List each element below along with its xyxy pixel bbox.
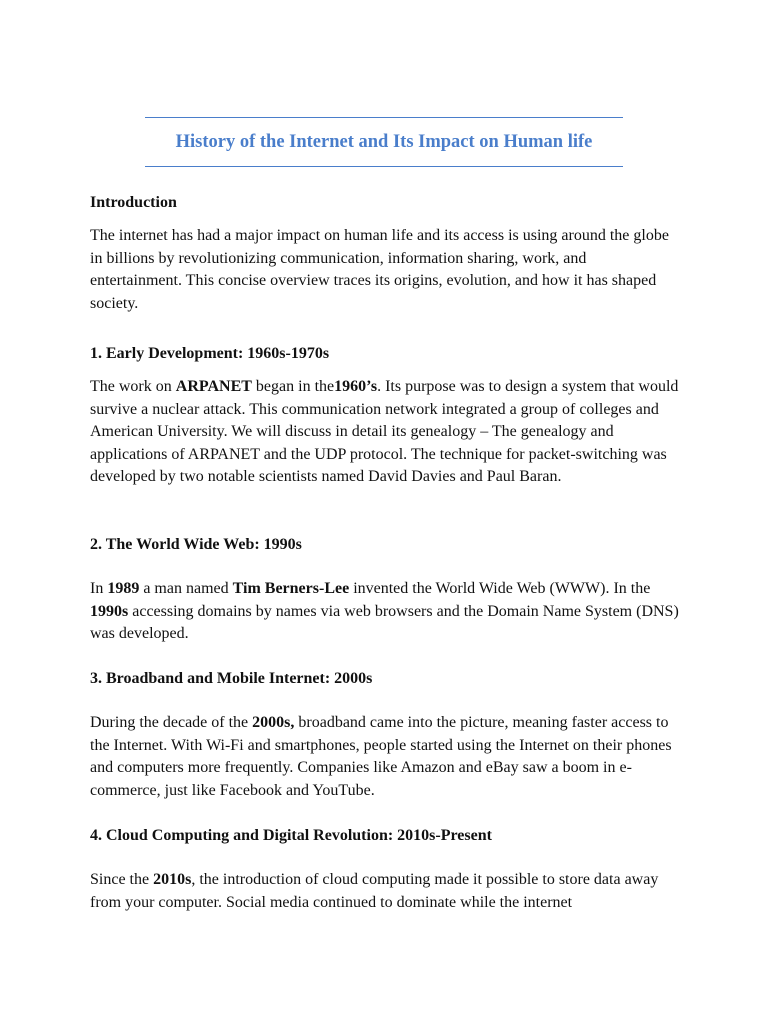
intro-text: The internet has had a major impact on human life and its access is using around the globe in billions by revolutionizing communication, information sharing, work, and entertainment. This concise overview traces its origins, evolution, and how it has shaped society. (90, 227, 669, 312)
s2-text-1: In (90, 580, 108, 597)
s2-bold-tim-berners-lee: Tim Berners-Lee (232, 580, 350, 597)
section-4-heading: 4. Cloud Computing and Digital Revolution: 2010s-Present (90, 827, 492, 844)
s3-text-1: During the decade of the (90, 714, 253, 731)
section-4-paragraph (90, 869, 680, 914)
s2-text-3: invented the World Wide Web (WWW). In the (349, 580, 651, 597)
intro-heading: Introduction (90, 194, 177, 211)
s1-text-2: began in the (251, 378, 335, 395)
intro-paragraph (90, 225, 680, 315)
section-1-heading: 1. Early Development: 1960s-1970s (90, 345, 330, 362)
section-3-paragraph (90, 712, 680, 802)
s1-text-3: . Its purpose was to design a system that would survive a nuclear attack. This communication network integrated a group of colleges and American University. We will discuss in detail its genealogy – The genealogy and applications of ARPANET and the UDP protocol. The technique for packet-switching was developed by two notable scientists named David Davies and Paul Baran. (90, 378, 679, 485)
section-2-heading: 2. The World Wide Web: 1990s (90, 536, 302, 553)
section-1-paragraph (90, 376, 680, 489)
s2-text-2: a man named (139, 580, 233, 597)
section-3-heading: 3. Broadband and Mobile Internet: 2000s (90, 670, 373, 687)
s4-text-2: , the introduction of cloud computing made it possible to store data away from your computer. Social media continued to dominate while the internet (90, 871, 659, 911)
s2-bold-1989: 1989 (107, 580, 140, 597)
s4-bold-2010s: 2010s (153, 871, 192, 888)
title-bottom-rule (145, 166, 623, 167)
s2-bold-1990s: 1990s (90, 602, 129, 620)
s3-bold-2000s: 2000s, (252, 714, 295, 731)
s1-bold-1960s: 1960’s (334, 378, 378, 395)
section-2-paragraph (90, 578, 680, 646)
s2-text-4: accessing domains by names via web browsers and the Domain Name System (DNS) was developed. (90, 602, 679, 642)
document-title: History of the Internet and Its Impact on Human life (175, 132, 593, 152)
s3-text-2: broadband came into the picture, meaning faster access to the Internet. With Wi-Fi and smartphones, people started using the Internet on their phones and computers more frequently. Companies like Amazon and eBay saw a boom in e-commerce, just like Facebook and YouTube. (90, 714, 672, 799)
s4-text-1: Since the (90, 871, 154, 888)
s1-text-1: The work on (90, 378, 176, 395)
title-top-rule (145, 117, 623, 118)
s1-bold-arpanet: ARPANET (175, 378, 252, 395)
